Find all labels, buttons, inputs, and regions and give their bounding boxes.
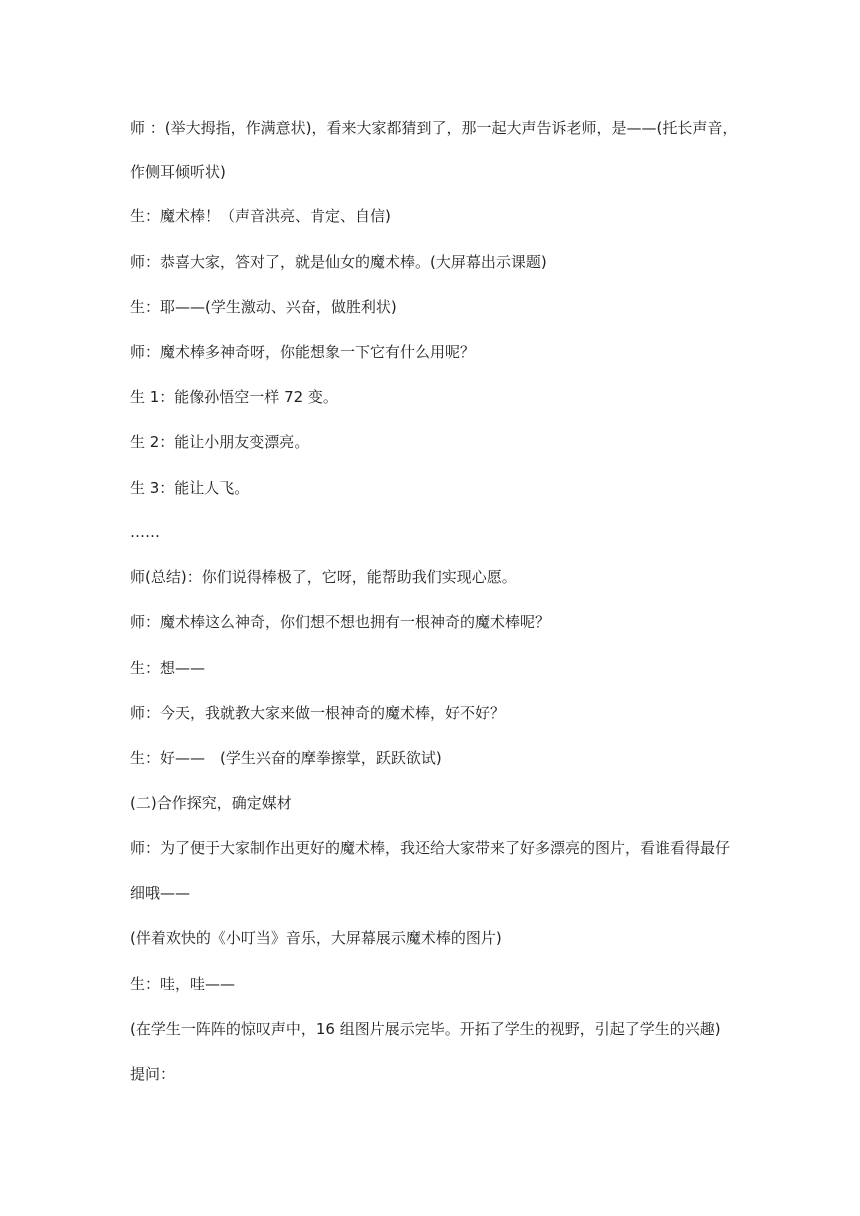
- text-line: 生：哇，哇——: [130, 975, 236, 993]
- text-line: 生：好—— (学生兴奋的摩拳擦掌，跃跃欲试): [130, 749, 442, 767]
- text-line: 生：想——: [130, 659, 206, 677]
- text-line: 生：魔术棒！（声音洪亮、肯定、自信): [130, 207, 391, 225]
- text-line: 师：魔术棒多神奇呀，你能想象一下它有什么用呢？: [130, 343, 476, 361]
- text-line: (在学生一阵阵的惊叹声中，16 组图片展示完毕。开拓了学生的视野，引起了学生的兴趣): [130, 1020, 721, 1038]
- text-line: 提问：: [130, 1065, 176, 1083]
- text-line: 师：今天，我就教大家来做一根神奇的魔术棒，好不好？: [130, 704, 506, 722]
- text-line: 生 3：能让人飞。: [130, 479, 250, 497]
- text-line: 生 2：能让小朋友变漂亮。: [130, 433, 310, 451]
- text-line: 师 ：(举大拇指，作满意状)，看来大家都猜到了，那一起大声告诉老师，是——(托长声音，: [130, 119, 738, 137]
- text-line: 师：恭喜大家，答对了，就是仙女的魔术棒。(大屏幕出示课题): [130, 253, 547, 271]
- text-line: 细哦——: [130, 884, 191, 902]
- ellipsis-line: ……: [130, 523, 160, 541]
- text-line: 师：为了便于大家制作出更好的魔术棒，我还给大家带来了好多漂亮的图片，看谁看得最仔: [130, 839, 731, 857]
- section-heading: (二)合作探究，确定媒材: [130, 794, 292, 812]
- text-line: (伴着欢快的《小叮当》音乐，大屏幕展示魔术棒的图片): [130, 929, 502, 947]
- text-line: 师(总结)：你们说得棒极了，它呀，能帮助我们实现心愿。: [130, 568, 517, 586]
- text-line: 师：魔术棒这么神奇，你们想不想也拥有一根神奇的魔术棒呢？: [130, 613, 551, 631]
- text-line: 作侧耳倾听状): [130, 163, 226, 181]
- text-line: 生 1：能像孙悟空一样 72 变。: [130, 388, 338, 406]
- text-line: 生：耶——(学生激动、兴奋，做胜利状): [130, 298, 397, 316]
